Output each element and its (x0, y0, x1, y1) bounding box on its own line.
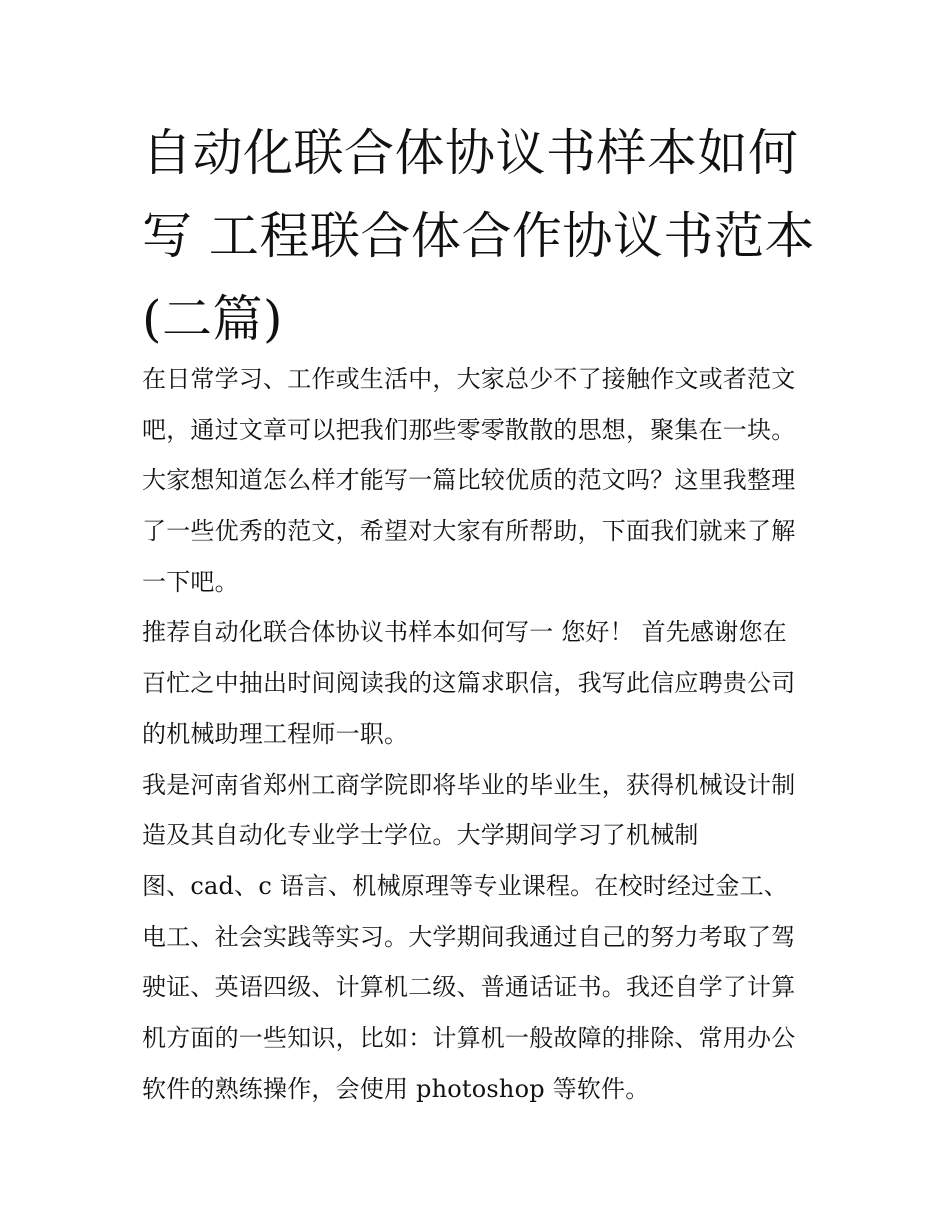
text-line: 大家想知道怎么样才能写一篇比较优质的范文吗？这里我整理 (142, 466, 796, 495)
text-line: 一下吧。 (142, 567, 239, 596)
text-line: 图、cad、c 语言、机械原理等专业课程。在校时经过金工、 (142, 871, 788, 900)
intro-paragraph (142, 354, 822, 607)
text-line: 电工、社会实践等实习。大学期间我通过自己的努力考取了驾 (142, 922, 796, 951)
text-line: 百忙之中抽出时间阅读我的这篇求职信，我写此信应聘贵公司 (142, 669, 796, 698)
text-line: 推荐自动化联合体协议书样本如何写一 您好！ 首先感谢您在 (142, 618, 787, 647)
document-body (142, 354, 822, 1114)
title-line: 写 工程联合体合作协议书范本 (142, 207, 815, 265)
greeting-paragraph (142, 607, 822, 759)
title-line: (二篇) (142, 290, 284, 348)
text-line: 吧，通过文章可以把我们那些零零散散的思想，聚集在一块。 (142, 415, 796, 444)
text-line: 驶证、英语四级、计算机二级、普通话证书。我还自学了计算 (142, 973, 796, 1002)
document-title (142, 112, 822, 361)
text-line: 我是河南省郑州工商学院即将毕业的毕业生，获得机械设计制 (142, 770, 796, 799)
text-line: 的机械助理工程师一职。 (142, 719, 409, 748)
title-line: 自动化联合体协议书样本如何 (142, 124, 799, 182)
text-line: 机方面的一些知识，比如：计算机一般故障的排除、常用办公 (142, 1023, 796, 1052)
text-line: 造及其自动化专业学士学位。大学期间学习了机械制 (142, 821, 699, 850)
text-line: 了一些优秀的范文，希望对大家有所帮助，下面我们就来了解 (142, 517, 796, 546)
text-line: 在日常学习、工作或生活中，大家总少不了接触作文或者范文 (142, 365, 796, 393)
background-paragraph (142, 760, 822, 1115)
text-line: 软件的熟练操作，会使用 photoshop 等软件。 (142, 1074, 650, 1103)
